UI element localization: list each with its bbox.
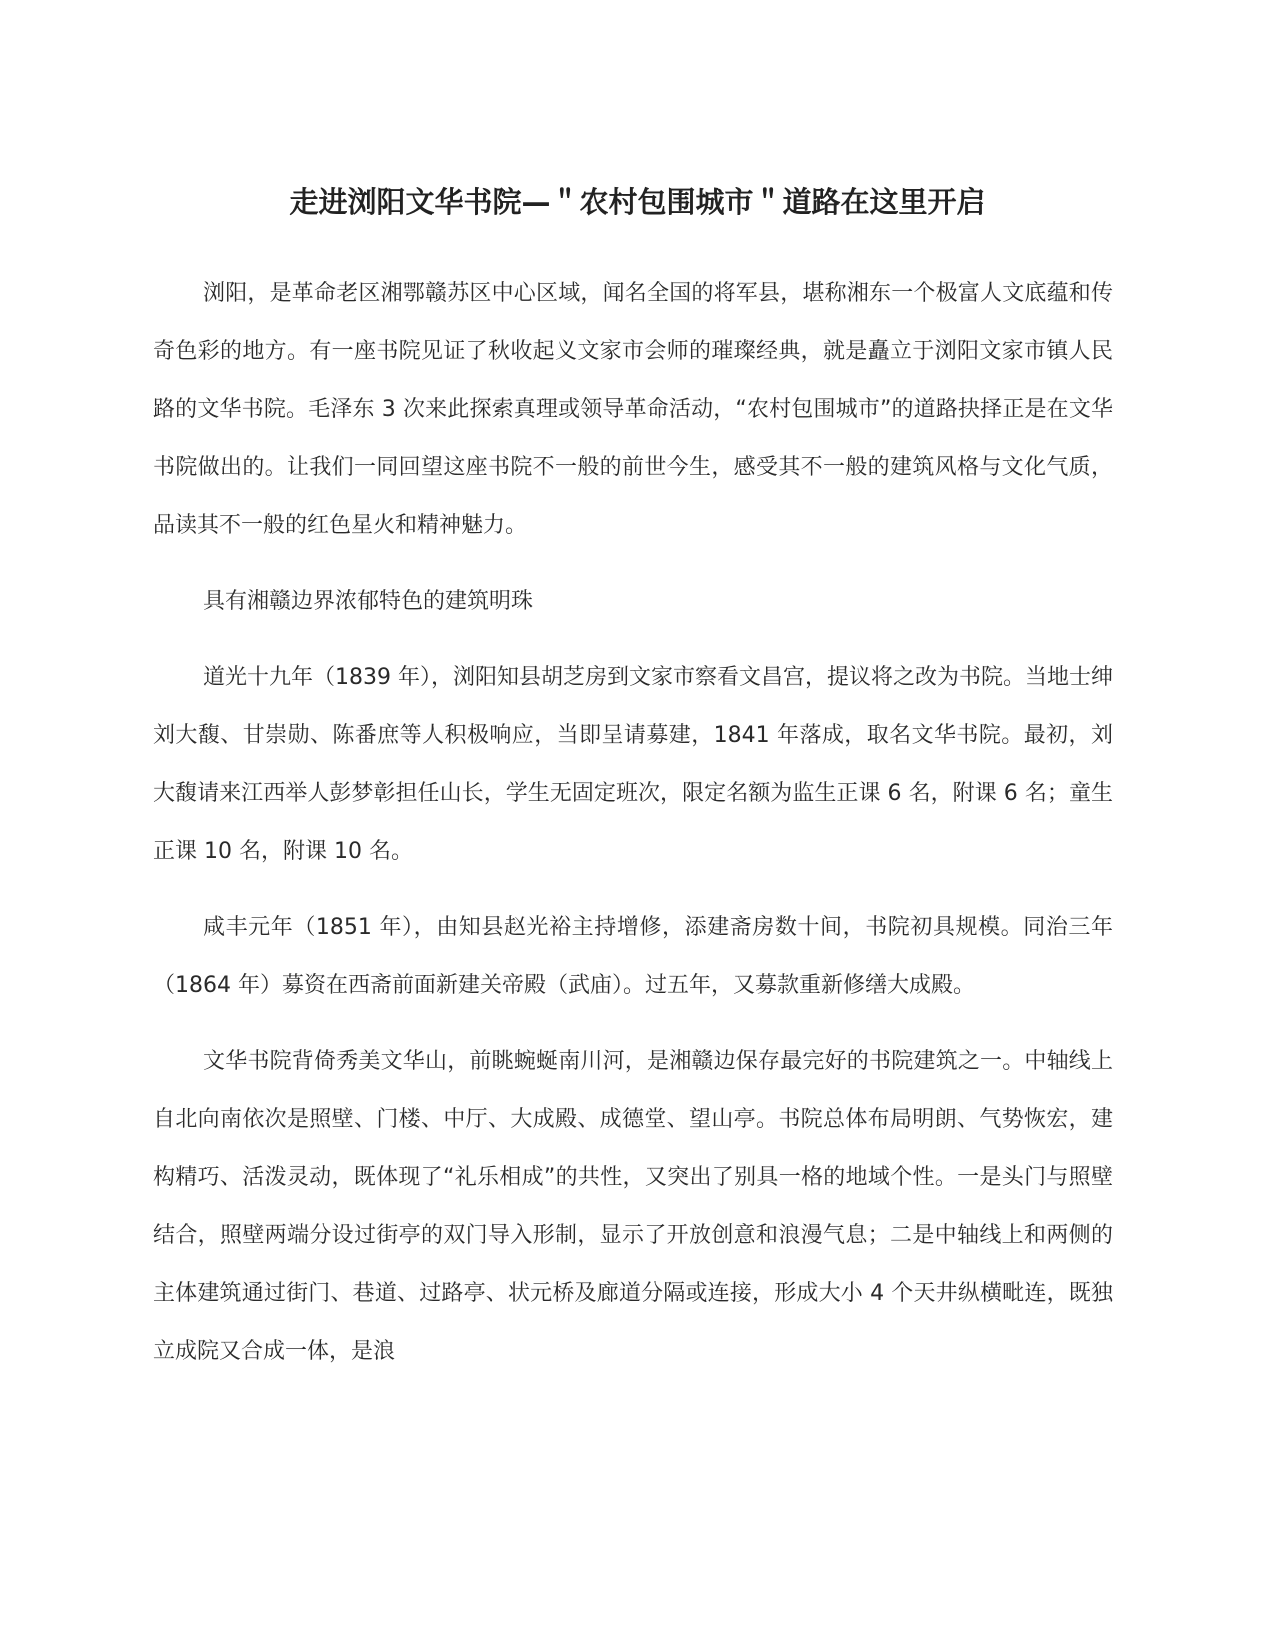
paragraph-architecture: 文华书院背倚秀美文华山，前眺蜿蜒南川河，是湘赣边保存最完好的书院建筑之一。中轴线上自北向南依次是照壁、门楼、中厅、大成殿、成德堂、望山亭。书院总体布局明朗、气势恢宏，建构精巧、活泼灵动，既体现了“礼乐相成”的共性，又突出了别具一格的地域个性。一是头门与照壁结合，照壁两端分设过街亭的双门导入形制，显示了开放创意和浪漫气息；二是中轴线上和两侧的主体建筑通过街门、巷道、过路亭、状元桥及廊道分隔或连接，形成大小 4 个天井纵横毗连，既独立成院又合成一体，是浪: [153, 1049, 1113, 1364]
section-heading: 具有湘赣边界浓郁特色的建筑明珠: [203, 589, 534, 614]
paragraph-expansion: 咸丰元年（1851 年），由知县赵光裕主持增修，添建斋房数十间，书院初具规模。同治三年（1864 年）募资在西斋前面新建关帝殿（武庙）。过五年，又募款重新修缮大成殿。: [153, 915, 1113, 998]
paragraph-intro: 浏阳，是革命老区湘鄂赣苏区中心区域，闻名全国的将军县，堪称湘东一个极富人文底蕴和传奇色彩的地方。有一座书院见证了秋收起义文家市会师的璀璨经典，就是矗立于浏阳文家市镇人民路的文华书院。毛泽东 3 次来此探索真理或领导革命活动，“农村包围城市”的道路抉择正是在文华书院做出的。让我们一同回望这座书院不一般的前世今生，感受其不一般的建筑风格与文化气质，品读其不一般的红色星火和精神魅力。: [153, 281, 1113, 538]
document-body: [153, 265, 1113, 1399]
paragraph-founding: 道光十九年（1839 年），浏阳知县胡芝房到文家市察看文昌宫，提议将之改为书院。当地士绅刘大馥、甘崇勋、陈番庶等人积极响应，当即呈请募建，1841 年落成，取名文华书院。最初，刘大馥请来江西举人彭梦彰担任山长，学生无固定班次，限定名额为监生正课 6 名，附课 6 名；童生正课 10 名，附课 10 名。: [153, 665, 1114, 864]
document-title: 走进浏阳文华书院—＂农村包围城市＂道路在这里开启: [289, 185, 986, 219]
